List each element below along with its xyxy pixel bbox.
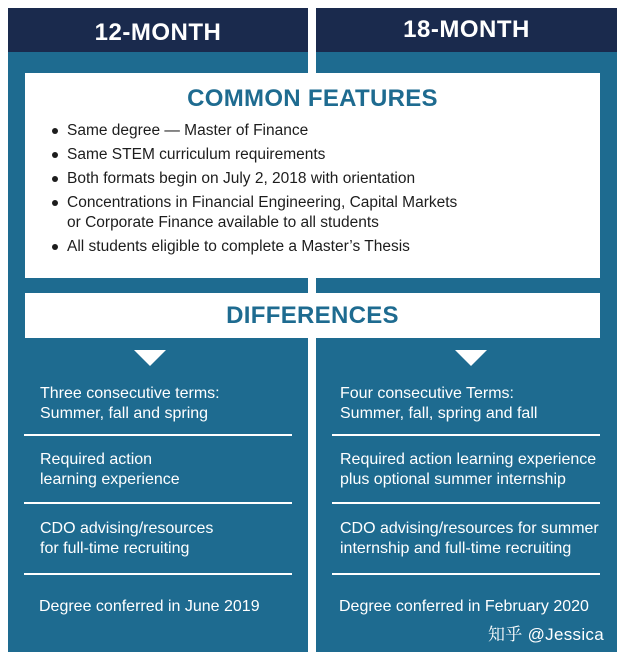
difference-line: Degree conferred in June 2019 [39,598,260,615]
difference-line: CDO advising/resources [40,520,214,537]
difference-line: internship and full-time recruiting [340,540,572,557]
difference-terms-12 [40,384,220,424]
common-feature-item: Both formats begin on July 2, 2018 with orientation [52,169,592,189]
difference-degree-12 [39,597,260,617]
difference-learning-12 [40,450,180,490]
difference-cdo-12 [40,519,213,559]
difference-cdo-18 [340,519,599,559]
difference-line: CDO advising/resources for summer [340,520,599,537]
difference-line: for full-time recruiting [40,540,190,557]
common-feature-item: All students eligible to complete a Master’s Thesis [52,237,592,257]
difference-line: Summer, fall and spring [40,405,209,422]
divider [24,502,292,504]
common-feature-item: Concentrations in Financial Engineering, Capital Markets or Corporate Finance available to all students [52,193,472,232]
column-header-18-month: 18-MONTH [316,8,617,52]
differences-title: DIFFERENCES [226,301,399,329]
difference-terms-18 [340,384,537,424]
divider [332,573,600,575]
down-arrow-icon [455,350,487,366]
difference-line: Required action [40,451,153,468]
difference-degree-18 [339,597,589,617]
difference-line: plus optional summer internship [340,471,566,488]
difference-line: Required action learning experience [340,451,597,468]
divider [332,502,600,504]
difference-line: learning experience [40,471,180,488]
column-header-12-month: 12-MONTH [8,8,308,52]
divider [24,573,292,575]
common-features-box [25,73,600,278]
common-feature-item: Same degree — Master of Finance [52,121,592,141]
difference-line: Degree conferred in February 2020 [339,598,589,615]
common-features-title: COMMON FEATURES [187,85,438,112]
common-features-list [52,121,592,261]
difference-line: Summer, fall, spring and fall [340,405,538,422]
difference-learning-18 [340,450,596,490]
divider [332,434,600,436]
differences-box [25,293,600,338]
down-arrow-icon [134,350,166,366]
difference-line: Four consecutive Terms: [340,385,514,402]
difference-line: Three consecutive terms: [40,385,220,402]
common-feature-item: Same STEM curriculum requirements [52,145,592,165]
watermark: 知乎 @Jessica [488,625,604,644]
divider [24,434,292,436]
